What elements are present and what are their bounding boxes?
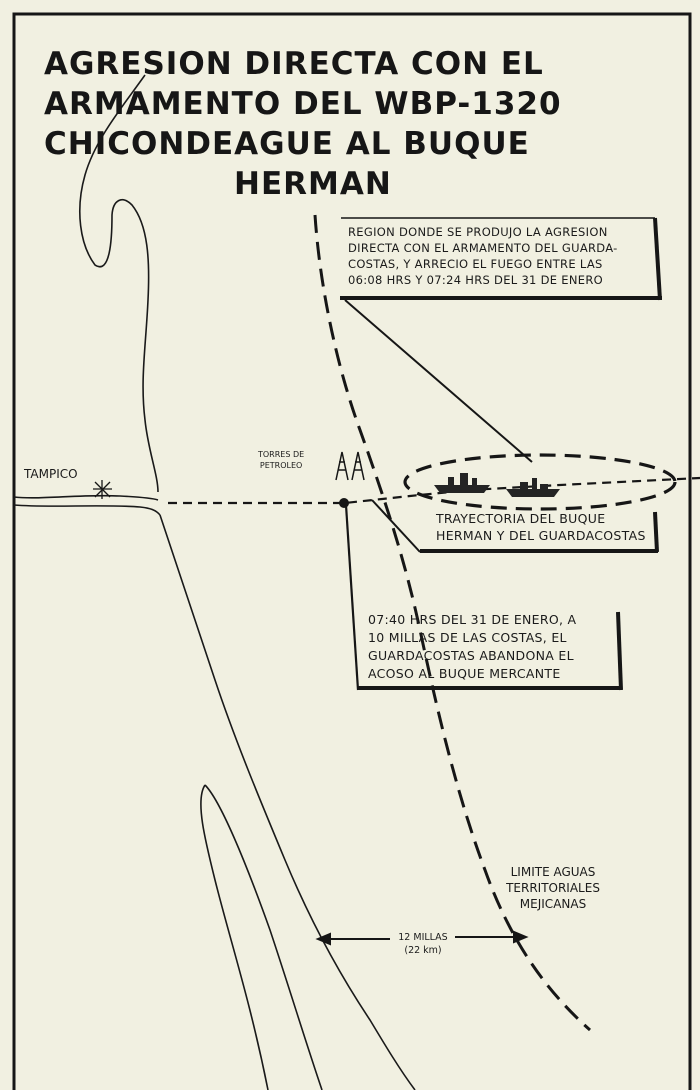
callout-line: ACOSO AL BUQUE MERCANTE (368, 666, 561, 681)
callout-aggression-region (348, 224, 618, 288)
callout-trajectory (436, 510, 646, 544)
tampico-city-icon (93, 480, 112, 499)
callout-line: 06:08 HRS Y 07:24 HRS DEL 31 DE ENERO (348, 273, 603, 287)
label-line: 12 MILLAS (398, 932, 448, 943)
label-distance (392, 931, 454, 957)
callout-abandon (368, 611, 576, 683)
coastline-south (160, 515, 415, 1090)
ship-herman-icon (434, 473, 490, 493)
label-line: (22 km) (404, 945, 442, 956)
title-line-4: HERMAN (234, 166, 392, 202)
label-line: PETROLEO (259, 461, 303, 470)
callout-line: TRAYECTORIA DEL BUQUE (436, 511, 606, 526)
title-line-1: AGRESION DIRECTA CON EL (44, 46, 544, 82)
label-line: MEJICANAS (519, 897, 587, 911)
callout-line: 10 MILLAS DE LAS COSTAS, EL (368, 630, 567, 645)
callout-line: REGION DONDE SE PRODUJO LA AGRESION (348, 225, 608, 239)
trajectory-line (168, 478, 700, 503)
label-line: TORRES DE (258, 450, 305, 459)
lagoon-south-inner (205, 785, 322, 1090)
map-title (44, 44, 644, 204)
river-panuco (14, 496, 158, 500)
position-point (339, 498, 349, 508)
callout-line: COSTAS, Y ARRECIO EL FUEGO ENTRE LAS (348, 257, 603, 271)
oil-tower-icon (336, 452, 364, 480)
label-oil-towers (258, 449, 304, 471)
label-territorial-limit (488, 864, 618, 912)
label-line: LIMITE AGUAS (510, 865, 596, 879)
river-bank-south (14, 505, 160, 515)
label-line: TERRITORIALES (506, 881, 600, 895)
lagoon-south (201, 785, 268, 1090)
title-line-3: CHICONDEAGUE AL BUQUE (44, 126, 530, 162)
callout-line: 07:40 HRS DEL 31 DE ENERO, A (368, 612, 577, 627)
label-tampico: TAMPICO (24, 467, 78, 481)
callout-line: DIRECTA CON EL ARMAMENTO DEL GUARDA- (348, 241, 618, 255)
title-line-2: ARMAMENTO DEL WBP-1320 (44, 86, 562, 122)
callout-line: HERMAN Y DEL GUARDACOSTAS (436, 528, 646, 543)
callout-line: GUARDACOSTAS ABANDONA EL (368, 648, 574, 663)
